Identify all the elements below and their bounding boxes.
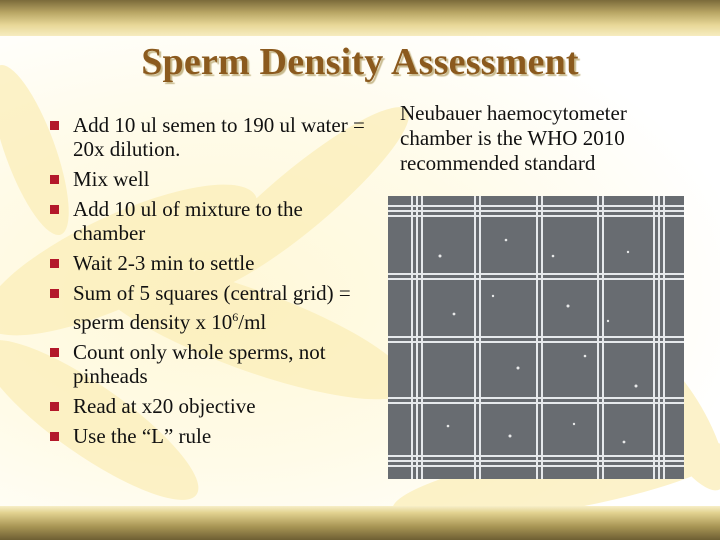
bullet-list — [46, 113, 376, 454]
bullet-item — [46, 394, 376, 418]
bullet-square-icon — [50, 259, 59, 268]
bullet-square-icon — [50, 175, 59, 184]
bullet-text: Wait 2-3 min to settle — [73, 251, 255, 275]
bullet-item — [46, 424, 376, 448]
bottom-decorative-bar — [0, 506, 720, 540]
bullet-text: Add 10 ul of mixture to the chamber — [73, 197, 303, 245]
bullet-text: Use the “L” rule — [73, 424, 212, 448]
bullet-text: Add 10 ul semen to 190 ul water = 20x dilution. — [73, 113, 365, 161]
bullet-text-suffix: /ml — [238, 310, 267, 334]
bullet-item — [46, 113, 376, 161]
bullet-square-icon — [50, 205, 59, 214]
bullet-text: Mix well — [73, 167, 150, 191]
bullet-square-icon — [50, 432, 59, 441]
bullet-item — [46, 281, 376, 334]
bullet-item — [46, 197, 376, 245]
bullet-item — [46, 251, 376, 275]
bullet-square-icon — [50, 402, 59, 411]
superscript-exponent: 6 — [232, 310, 239, 324]
bullet-text: Sum of 5 squares (central grid) = sperm density x 10 — [73, 281, 351, 334]
bullet-square-icon — [50, 289, 59, 298]
bullet-item — [46, 167, 376, 191]
bullet-item — [46, 340, 376, 388]
haemocytometer-micrograph-image — [388, 196, 684, 479]
bullet-square-icon — [50, 121, 59, 130]
slide-title: Sperm Density Assessment — [141, 41, 579, 83]
bullet-text: Count only whole sperms, not pinheads — [73, 340, 326, 388]
image-caption: Neubauer haemocytometer chamber is the WHO 2010 recommended standard — [400, 101, 627, 175]
bullet-text: Read at x20 objective — [73, 394, 256, 418]
bullet-square-icon — [50, 348, 59, 357]
